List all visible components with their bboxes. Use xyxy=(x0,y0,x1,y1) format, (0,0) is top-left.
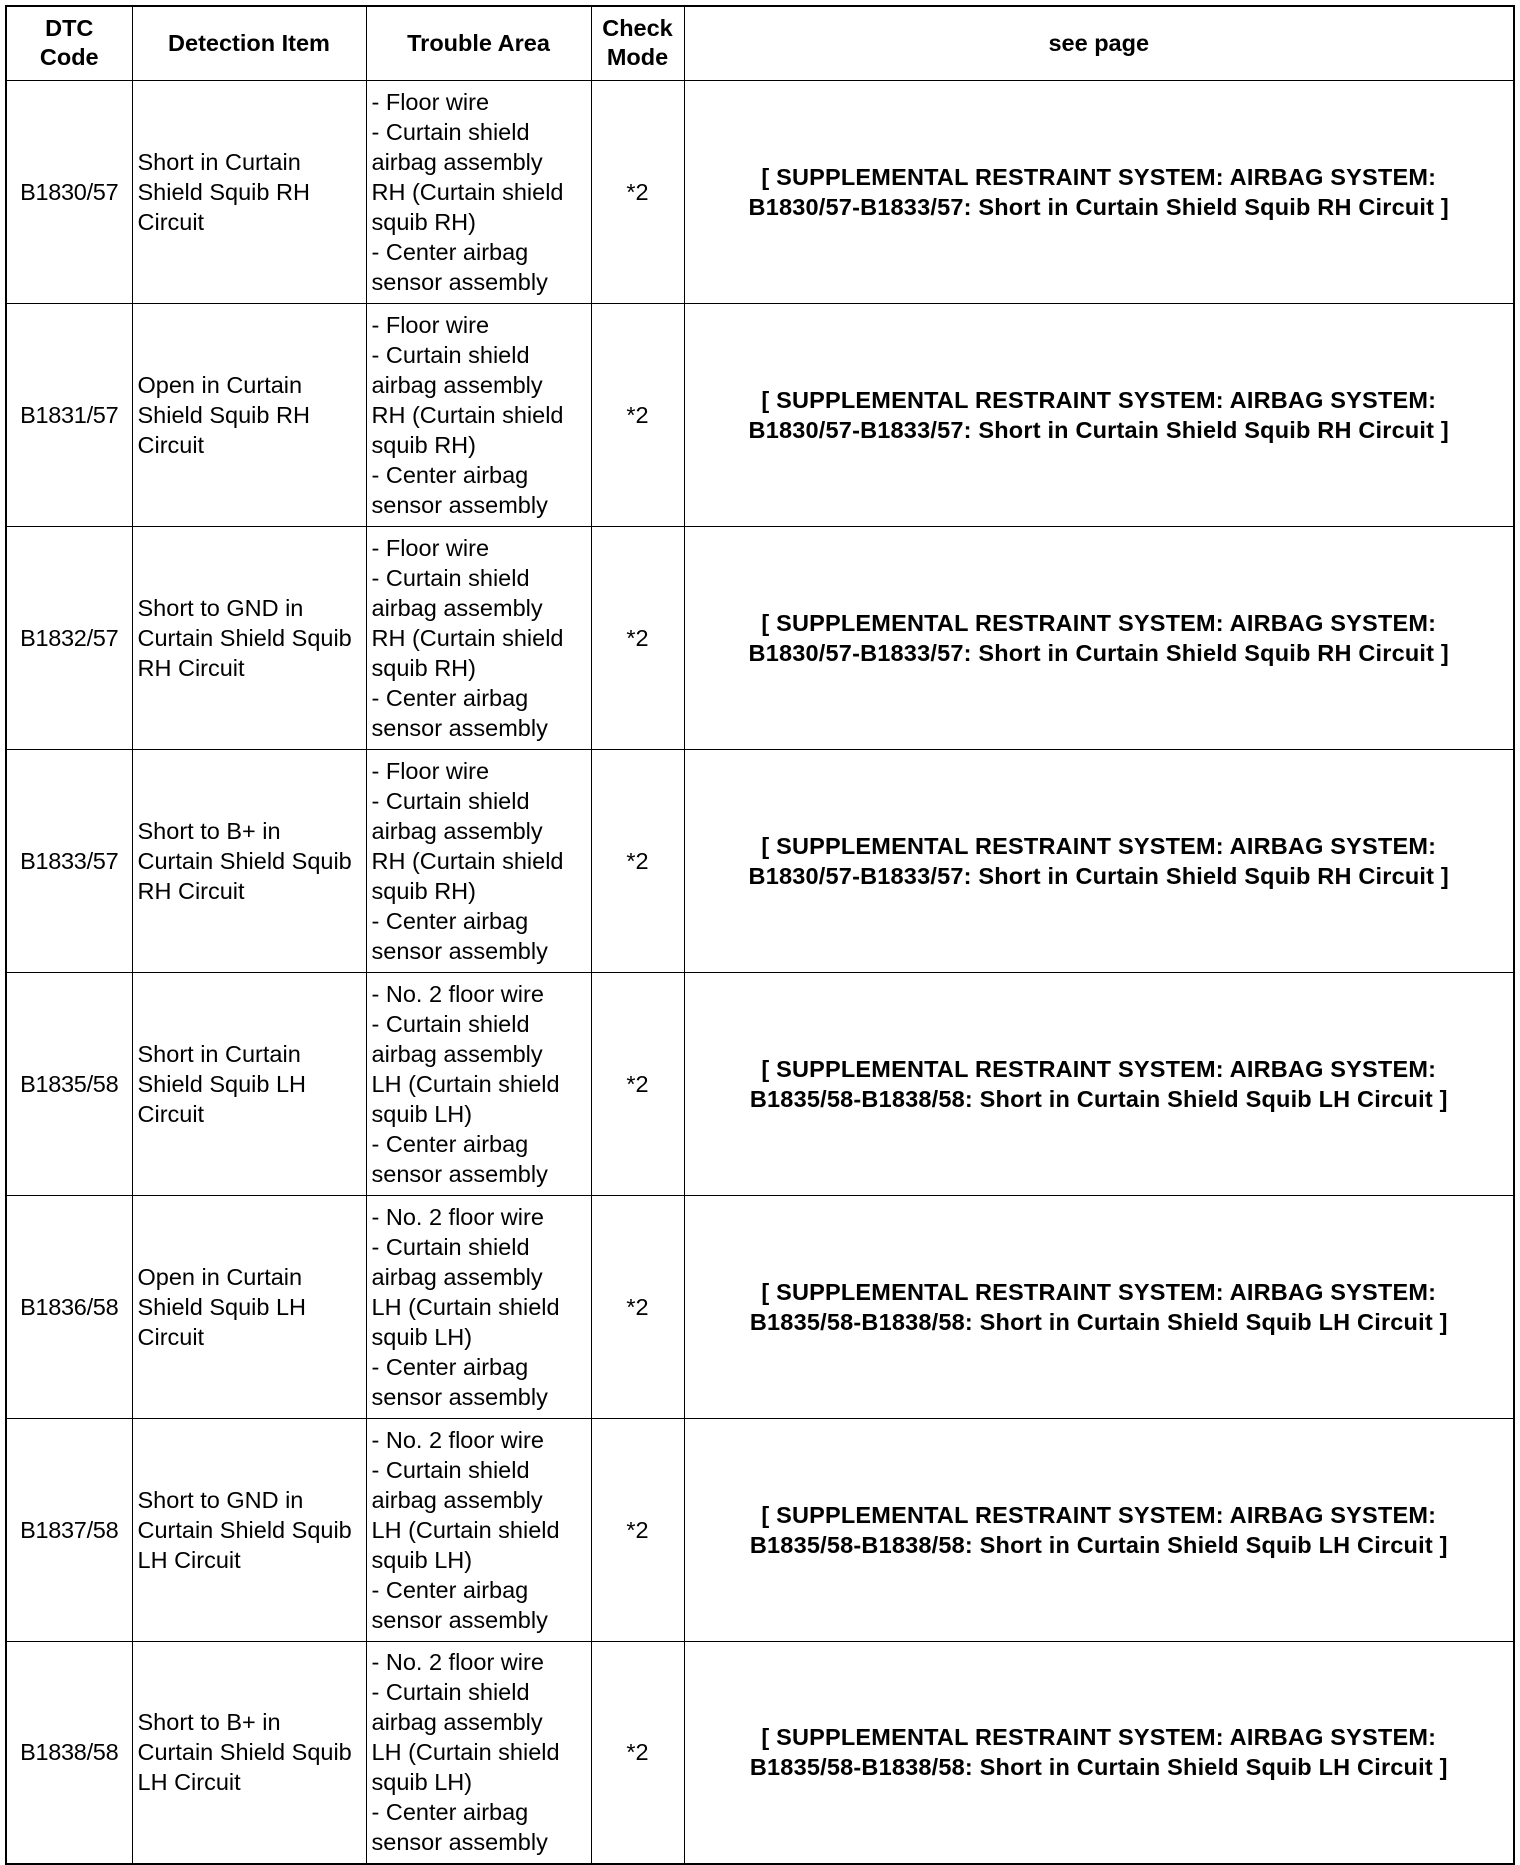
see-page-link-line: [ SUPPLEMENTAL RESTRAINT SYSTEM: AIRBAG SYSTEM: xyxy=(761,609,1437,636)
document-page xyxy=(5,5,1513,1865)
table-row xyxy=(6,303,1514,526)
trouble-area-line: RH (Curtain shield xyxy=(371,401,564,428)
check-mode-cell: *2 xyxy=(591,80,684,303)
see-page-link-line: [ SUPPLEMENTAL RESTRAINT SYSTEM: AIRBAG SYSTEM: xyxy=(761,386,1437,413)
trouble-area-line: squib LH) xyxy=(371,1769,473,1796)
trouble-area-line: airbag assembly xyxy=(371,594,543,621)
see-page-link-line: B1830/57-B1833/57: Short in Curtain Shield Squib RH Circuit ] xyxy=(748,416,1449,443)
see-page-link-line: [ SUPPLEMENTAL RESTRAINT SYSTEM: AIRBAG SYSTEM: xyxy=(761,1055,1437,1082)
trouble-area-cell xyxy=(366,1641,591,1864)
trouble-area-line: airbag assembly xyxy=(371,1709,543,1736)
trouble-area-line: - Center airbag xyxy=(371,684,529,711)
see-page-link-line: [ SUPPLEMENTAL RESTRAINT SYSTEM: AIRBAG SYSTEM: xyxy=(761,832,1437,859)
trouble-area-line: RH (Curtain shield xyxy=(371,178,564,205)
header-dtc-code-line: DTC xyxy=(45,15,94,42)
check-mode-cell: *2 xyxy=(591,1195,684,1418)
dtc-code-cell: B1830/57 xyxy=(6,80,132,303)
see-page-cell xyxy=(684,1195,1514,1418)
see-page-cell xyxy=(684,1418,1514,1641)
trouble-area-line: sensor assembly xyxy=(371,1606,548,1633)
detection-item-cell: Short to GND in Curtain Shield Squib RH Circuit xyxy=(132,526,366,749)
see-page-cell xyxy=(684,80,1514,303)
check-mode-cell: *2 xyxy=(591,749,684,972)
table-row xyxy=(6,80,1514,303)
dtc-code-cell: B1835/58 xyxy=(6,972,132,1195)
see-page-link-line: B1835/58-B1838/58: Short in Curtain Shield Squib LH Circuit ] xyxy=(749,1754,1448,1781)
trouble-area-line: - Center airbag xyxy=(371,1799,529,1826)
trouble-area-line: sensor assembly xyxy=(371,1829,548,1856)
trouble-area-cell xyxy=(366,1195,591,1418)
header-check-mode xyxy=(591,6,684,80)
trouble-area-line: sensor assembly xyxy=(371,1383,548,1410)
header-detection-item: Detection Item xyxy=(132,6,366,80)
trouble-area-line: - Center airbag xyxy=(371,1576,529,1603)
check-mode-cell: *2 xyxy=(591,1418,684,1641)
see-page-link-line: [ SUPPLEMENTAL RESTRAINT SYSTEM: AIRBAG SYSTEM: xyxy=(761,163,1437,190)
trouble-area-line: - Center airbag xyxy=(371,907,529,934)
trouble-area-line: sensor assembly xyxy=(371,268,548,295)
trouble-area-line: - Curtain shield xyxy=(371,1679,530,1706)
detection-item-cell: Short in Curtain Shield Squib LH Circuit xyxy=(132,972,366,1195)
see-page-link-line: [ SUPPLEMENTAL RESTRAINT SYSTEM: AIRBAG SYSTEM: xyxy=(761,1278,1437,1305)
check-mode-cell: *2 xyxy=(591,972,684,1195)
see-page-link-line: B1835/58-B1838/58: Short in Curtain Shield Squib LH Circuit ] xyxy=(749,1308,1448,1335)
trouble-area-line: airbag assembly xyxy=(371,1040,543,1067)
table-header-row xyxy=(6,6,1514,80)
trouble-area-line: RH (Curtain shield xyxy=(371,847,564,874)
trouble-area-line: airbag assembly xyxy=(371,1263,543,1290)
see-page-cell xyxy=(684,303,1514,526)
trouble-area-line: LH (Curtain shield xyxy=(371,1070,560,1097)
header-check-mode-line: Mode xyxy=(606,44,669,71)
dtc-code-cell: B1832/57 xyxy=(6,526,132,749)
trouble-area-line: squib RH) xyxy=(371,431,476,458)
trouble-area-line: squib LH) xyxy=(371,1546,473,1573)
see-page-link-line: B1835/58-B1838/58: Short in Curtain Shield Squib LH Circuit ] xyxy=(749,1085,1448,1112)
trouble-area-line: - No. 2 floor wire xyxy=(371,980,544,1007)
dtc-table xyxy=(5,5,1515,1865)
trouble-area-line: - Curtain shield xyxy=(371,564,530,591)
detection-item-cell: Short to B+ in Curtain Shield Squib RH Circuit xyxy=(132,749,366,972)
check-mode-cell: *2 xyxy=(591,526,684,749)
check-mode-cell: *2 xyxy=(591,303,684,526)
header-trouble-area: Trouble Area xyxy=(366,6,591,80)
see-page-link-line: [ SUPPLEMENTAL RESTRAINT SYSTEM: AIRBAG SYSTEM: xyxy=(761,1724,1437,1751)
table-row xyxy=(6,526,1514,749)
trouble-area-line: - Floor wire xyxy=(371,534,490,561)
trouble-area-cell xyxy=(366,1418,591,1641)
trouble-area-line: - Center airbag xyxy=(371,461,529,488)
detection-item-cell: Open in Curtain Shield Squib LH Circuit xyxy=(132,1195,366,1418)
trouble-area-line: - Floor wire xyxy=(371,311,490,338)
trouble-area-line: sensor assembly xyxy=(371,937,548,964)
trouble-area-cell xyxy=(366,749,591,972)
trouble-area-line: LH (Curtain shield xyxy=(371,1739,560,1766)
see-page-cell xyxy=(684,526,1514,749)
trouble-area-line: - Curtain shield xyxy=(371,1233,530,1260)
see-page-link-line: [ SUPPLEMENTAL RESTRAINT SYSTEM: AIRBAG SYSTEM: xyxy=(761,1501,1437,1528)
trouble-area-line: - No. 2 floor wire xyxy=(371,1203,544,1230)
see-page-cell xyxy=(684,972,1514,1195)
trouble-area-line: - No. 2 floor wire xyxy=(371,1649,544,1676)
trouble-area-line: squib RH) xyxy=(371,654,476,681)
trouble-area-line: - Curtain shield xyxy=(371,787,530,814)
trouble-area-line: LH (Curtain shield xyxy=(371,1516,560,1543)
trouble-area-line: squib LH) xyxy=(371,1100,473,1127)
trouble-area-line: - Center airbag xyxy=(371,1353,529,1380)
header-see-page: see page xyxy=(684,6,1514,80)
trouble-area-line: - Floor wire xyxy=(371,88,490,115)
table-row xyxy=(6,1418,1514,1641)
table-row xyxy=(6,749,1514,972)
trouble-area-line: LH (Curtain shield xyxy=(371,1293,560,1320)
detection-item-cell: Short to B+ in Curtain Shield Squib LH Circuit xyxy=(132,1641,366,1864)
dtc-code-cell: B1838/58 xyxy=(6,1641,132,1864)
header-check-mode-line: Check xyxy=(602,15,673,42)
trouble-area-line: - No. 2 floor wire xyxy=(371,1426,544,1453)
trouble-area-line: - Center airbag xyxy=(371,1130,529,1157)
see-page-link-line: B1830/57-B1833/57: Short in Curtain Shield Squib RH Circuit ] xyxy=(748,193,1449,220)
see-page-cell xyxy=(684,1641,1514,1864)
trouble-area-line: squib RH) xyxy=(371,208,476,235)
trouble-area-line: airbag assembly xyxy=(371,817,543,844)
see-page-link-line: B1835/58-B1838/58: Short in Curtain Shield Squib LH Circuit ] xyxy=(749,1531,1448,1558)
trouble-area-cell xyxy=(366,526,591,749)
see-page-link-line: B1830/57-B1833/57: Short in Curtain Shield Squib RH Circuit ] xyxy=(748,639,1449,666)
dtc-code-cell: B1831/57 xyxy=(6,303,132,526)
dtc-code-cell: B1836/58 xyxy=(6,1195,132,1418)
header-dtc-code-line: Code xyxy=(39,44,99,71)
trouble-area-line: airbag assembly xyxy=(371,148,543,175)
trouble-area-line: sensor assembly xyxy=(371,491,548,518)
trouble-area-line: - Curtain shield xyxy=(371,341,530,368)
dtc-code-cell: B1833/57 xyxy=(6,749,132,972)
table-row xyxy=(6,1641,1514,1864)
trouble-area-cell xyxy=(366,80,591,303)
header-dtc-code xyxy=(6,6,132,80)
trouble-area-line: RH (Curtain shield xyxy=(371,624,564,651)
trouble-area-line: - Curtain shield xyxy=(371,1456,530,1483)
detection-item-cell: Open in Curtain Shield Squib RH Circuit xyxy=(132,303,366,526)
table-row xyxy=(6,972,1514,1195)
detection-item-cell: Short to GND in Curtain Shield Squib LH Circuit xyxy=(132,1418,366,1641)
detection-item-cell: Short in Curtain Shield Squib RH Circuit xyxy=(132,80,366,303)
trouble-area-line: sensor assembly xyxy=(371,1160,548,1187)
dtc-code-cell: B1837/58 xyxy=(6,1418,132,1641)
trouble-area-line: sensor assembly xyxy=(371,714,548,741)
table-row xyxy=(6,1195,1514,1418)
trouble-area-line: squib LH) xyxy=(371,1323,473,1350)
trouble-area-line: squib RH) xyxy=(371,877,476,904)
check-mode-cell: *2 xyxy=(591,1641,684,1864)
trouble-area-cell xyxy=(366,303,591,526)
see-page-link-line: B1830/57-B1833/57: Short in Curtain Shield Squib RH Circuit ] xyxy=(748,862,1449,889)
see-page-cell xyxy=(684,749,1514,972)
trouble-area-cell xyxy=(366,972,591,1195)
trouble-area-line: - Curtain shield xyxy=(371,1010,530,1037)
trouble-area-line: airbag assembly xyxy=(371,1486,543,1513)
trouble-area-line: - Center airbag xyxy=(371,238,529,265)
trouble-area-line: - Floor wire xyxy=(371,757,490,784)
trouble-area-line: - Curtain shield xyxy=(371,118,530,145)
trouble-area-line: airbag assembly xyxy=(371,371,543,398)
